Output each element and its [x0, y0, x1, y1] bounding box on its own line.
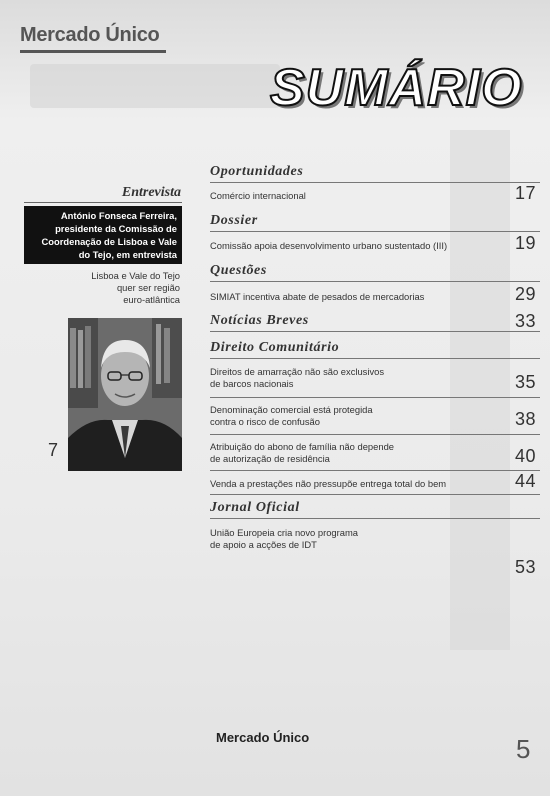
toc-item-line: contra o risco de confusão [210, 416, 320, 427]
background-ghost-graphic [30, 64, 280, 108]
headline-line: Coordenação de Lisboa e Vale [41, 236, 177, 247]
logo-underline [20, 50, 166, 53]
page-title: SUMÁRIO [270, 59, 523, 117]
toc-page-number[interactable]: 44 [514, 471, 536, 491]
headline-line: António Fonseca Ferreira, [60, 210, 177, 221]
interview-headline-box[interactable] [24, 206, 182, 264]
toc-item-line: Venda a prestações não pressupõe entrega total do bem [210, 478, 447, 489]
divider [210, 358, 540, 359]
divider [24, 202, 182, 203]
divider [210, 182, 540, 183]
toc-page-number[interactable]: 40 [514, 446, 536, 466]
divider [210, 518, 540, 519]
divider [210, 470, 540, 471]
section-title-oportunidades: Oportunidades [210, 164, 304, 179]
toc-item[interactable]: Comércio internacional [210, 190, 306, 201]
footer-logo: Mercado Único [216, 730, 310, 745]
divider [210, 434, 540, 435]
interviewee-photo [68, 318, 182, 471]
toc-item-line: Denominação comercial está protegida [210, 404, 373, 415]
toc-page-number[interactable]: 17 [514, 183, 536, 203]
headline-line: presidente da Comissão de [55, 223, 177, 234]
section-title-jornal: Jornal Oficial [210, 500, 300, 515]
toc-page-number[interactable]: 38 [514, 409, 536, 429]
section-title-dossier: Dossier [210, 213, 258, 228]
headline-line: do Tejo, em entrevista [78, 249, 177, 260]
toc-page-number[interactable]: 35 [514, 372, 536, 392]
toc-item[interactable] [210, 404, 490, 428]
subtitle-line: quer ser região [116, 282, 180, 293]
section-title-direito: Direito Comunitário [210, 340, 340, 355]
divider [210, 494, 540, 495]
divider [210, 331, 540, 332]
toc-page-number[interactable]: 29 [514, 284, 536, 304]
section-title-noticias[interactable]: Notícias Breves [210, 313, 309, 328]
divider [210, 281, 540, 282]
toc-item[interactable]: Comissão apoia desenvolvimento urbano sustentado (III) [210, 240, 448, 251]
toc-item[interactable]: SIMIAT incentiva abate de pesados de mercadorias [210, 291, 425, 302]
toc-item-line: de apoio a acções de IDT [210, 539, 317, 550]
interview-subtitle [40, 270, 180, 306]
toc-item-line: Direitos de amarração não são exclusivos [210, 366, 385, 377]
divider [210, 231, 540, 232]
toc-item[interactable] [210, 478, 490, 490]
subtitle-line: Lisboa e Vale do Tejo [91, 270, 180, 281]
toc-item-line: de barcos nacionais [210, 378, 294, 389]
toc-item[interactable] [210, 441, 490, 465]
divider [210, 397, 540, 398]
section-title-questoes: Questões [210, 263, 267, 278]
toc-page-number[interactable]: 53 [514, 557, 536, 577]
footer-page-number: 5 [516, 734, 531, 764]
magazine-logo: Mercado Único [20, 24, 160, 46]
interview-page-number[interactable]: 7 [48, 440, 59, 460]
toc-page-number[interactable]: 33 [514, 311, 536, 331]
toc-item-line: União Europeia cria novo programa [210, 527, 358, 538]
toc-item[interactable] [210, 527, 490, 551]
toc-item-line: Atribuição do abono de família não depende [210, 441, 394, 452]
toc-item-line: de autorização de residência [210, 453, 330, 464]
background-ghost-graphic [450, 130, 510, 650]
subtitle-line: euro-atlântica [123, 294, 180, 305]
toc-item[interactable] [210, 366, 490, 390]
interview-section-title: Entrevista [121, 185, 181, 200]
toc-page-number[interactable]: 19 [514, 233, 536, 253]
portrait-illustration [68, 318, 182, 471]
